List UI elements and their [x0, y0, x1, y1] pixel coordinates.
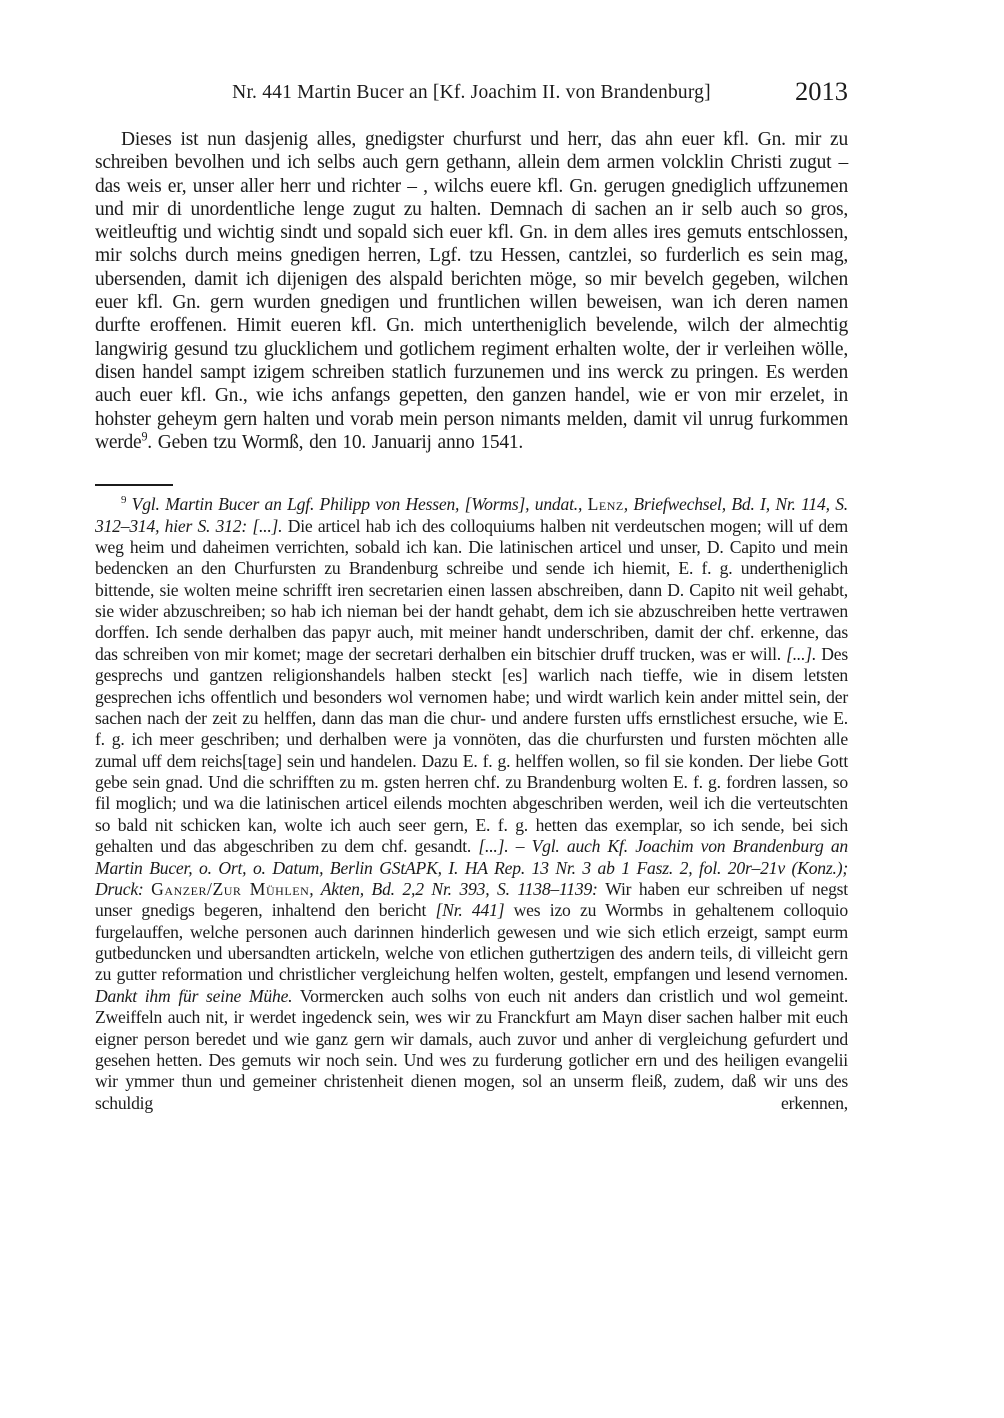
text-segment: 9	[141, 429, 148, 444]
footnote-section	[95, 494, 848, 1114]
text-segment: [...].	[786, 643, 817, 664]
text-segment: . Geben tzu Wormß, den 10. Januarij anno 1541.	[147, 431, 524, 453]
text-segment: , Briefwechsel, Bd. I, Nr. 114, S. 312–314, hier S. 312: [...].	[95, 494, 848, 536]
text-segment: Des gesprechs und gantzen religionshandels halben steckt [es] warlich nach tieffe, wie in disem letsten gesprechen ichs offentlich und besonders wol vernomen habe; und wirdt warlich kein ander mittel sein, der sachen nach der zeit zu helffen, dann das man die chur- und andere fursten uffs ernstlichest ersuche, wie E. f. g. ich meer geschriben; und derhalben were ja vonnöten, das die churfursten und fursten möchten alle zumal uff dem reichs[tage] sein und handelen. Dazu E. f. g. helffen wollen, so fil sie konden. Der liebe Gott gebe sein gnad. Und die schrifften zu m. gsten herren chf. zu Brandenburg wolten E. f. g. fordren lassen, so fil moglich; und wa die latinischen articel eilends mochten abgeschriben werden, weil ich die verteutschten so bald nit schicken kan, wolte ich auch seer gern, E. f. g. hetten das exemplar, so ich sende, bei sich gehalten und das abgeschriben zu dem chf. gesandt.	[95, 643, 848, 857]
text-segment: Dankt ihm für seine Mühe.	[95, 985, 293, 1006]
text-segment: Die articel hab ich des colloquiums halben nit verdeutschen mogen; will uf dem weg heim und daheimen verrichten, sobald ich kan. Die latinischen articel und unser, D. Capito und mein bedencken an den Churfursten zu Brandenburg schreibe und sende ich hiemit, E. f. g. undertheniglich bittende, sie wolten meine schrifft iren secretarien einen lassen abschreiben, dann D. Capito nit weil gehabt, sie wider abzuschreiben; so hab ich nieman bei der handt gehabt, dem ich sie abzuschreiben hette vertrawen dorffen. Ich sende derhalben das papyr auch, mit meiner handt underschriben, damit der chf. erkenne, das das schreiben von mir komet; mage der secretari derhalben ein bitschier druff trucken, was er will.	[95, 515, 848, 664]
text-segment: Lenz	[587, 494, 624, 515]
text-segment: Dieses ist nun dasjenig alles, gnedigster churfurst und herr, das ahn euer kfl. Gn. mir zu schreiben bevolhen und ich selbs auch gern gethann, allein dem armen volcklin Christi zugut – das weis er, unser aller herr und richter – , wilchs euere kfl. Gn. gerugen gnediglich uffzunemen und mir di unordentliche lenge zugut zu halten. Demnach di sachen an ir selb auch so gros, weitleuftig und wichtig sindt und sopald sich euer kfl. Gn. in dem alles ires gemuts entschlossen, mir solchs durch meins gnedigen herren, Lgf. tzu Hessen, cantzlei, so furderlich es sein mag, ubersenden, damit ich dijenigen des alspald berichten möge, so mir bevelch gegeben, wilchen euer kfl. Gn. gern wurden gnedigen und fruntlichen willen beweisen, wan ich deren namen durfte eroffenen. Himit eueren kfl. Gn. mich untertheniglich bevelende, wilch der almechtig langwirig gesund tzu glucklichem und gotlichem regiment erhalten wolte, der ir verleihen wölle, disen handel sampt izigem schreiben statlich furzunemen und ins werck zu pringen. Es werden auch euer kfl. Gn., wie ichs anfangs gepetten, den ganzen handel, wie er von mir erzelet, in hohster geheym gern halten und vorab mein person nimants melden, damit vil unrug furkommen werde	[95, 129, 848, 453]
text-segment: [...]. – Vgl. auch Kf. Joachim von Brandenburg an Martin Bucer, o. Ort, o. Datum, Berlin GStAPK, I. HA Rep. 13 Nr. 3 ab 1 Fasz. 2, fol. 20r–21v (Konz.); Druck:	[95, 836, 848, 899]
text-segment: [Nr. 441]	[435, 900, 505, 921]
running-head	[95, 76, 848, 110]
letter-body	[95, 128, 848, 454]
text-segment: , Akten, Bd. 2,2 Nr. 393, S. 1138–1139:	[309, 878, 606, 899]
text-segment: Ganzer/Zur Mühlen	[151, 878, 310, 899]
text-segment: Vgl. Martin Bucer an Lgf. Philipp von Hessen, [Worms], undat.,	[126, 494, 588, 515]
text-segment: Vormercken auch solhs von euch nit anders dan cristlich und wol gemeint. Zweiffeln auch nit, ir werdet ingedenck sein, wes wir zu Franckfurt am Mayn diser sachen halber mit euch eigner person beredet und wie ganz gern wir damals, auch zuvor und anher di vergleichung gefurdert und gesehen hetten. Des gemuts wir noch sein. Und wes zu furderung gotlicher ern und des heiligen evangelii wir ymmer thun und gemeiner christenheit dienen mogen, sol an unserm fleiß, zudem, daß wir uns des schuldig erkennen,	[95, 985, 849, 1113]
page-number: 2013	[795, 76, 848, 106]
footnote-separator	[95, 484, 173, 486]
footnote-text	[95, 494, 848, 1114]
text-segment: wes izo zu Wormbs in gehaltenem colloquio furgelauffen, welche personen auch darinnen hinderlich gewesen und wie sich etlich erzeigt, sampt eurm gutbeduncken und ubersandten artickeln, welche von etlichen guthertzigen des andern teils, di villeicht gern zu gutter reformation und christlicher vergleichung helfen wolten, gestelt, empfangen und lesend vernomen.	[95, 900, 848, 985]
text-segment: Wir haben eur schreiben uf negst unser gnedigs begeren, inhaltend den bericht	[95, 878, 848, 921]
running-head-title: Nr. 441 Martin Bucer an [Kf. Joachim II. von Brandenburg]	[232, 82, 711, 103]
letter-paragraph	[95, 128, 848, 454]
text-segment: 9	[121, 494, 127, 507]
